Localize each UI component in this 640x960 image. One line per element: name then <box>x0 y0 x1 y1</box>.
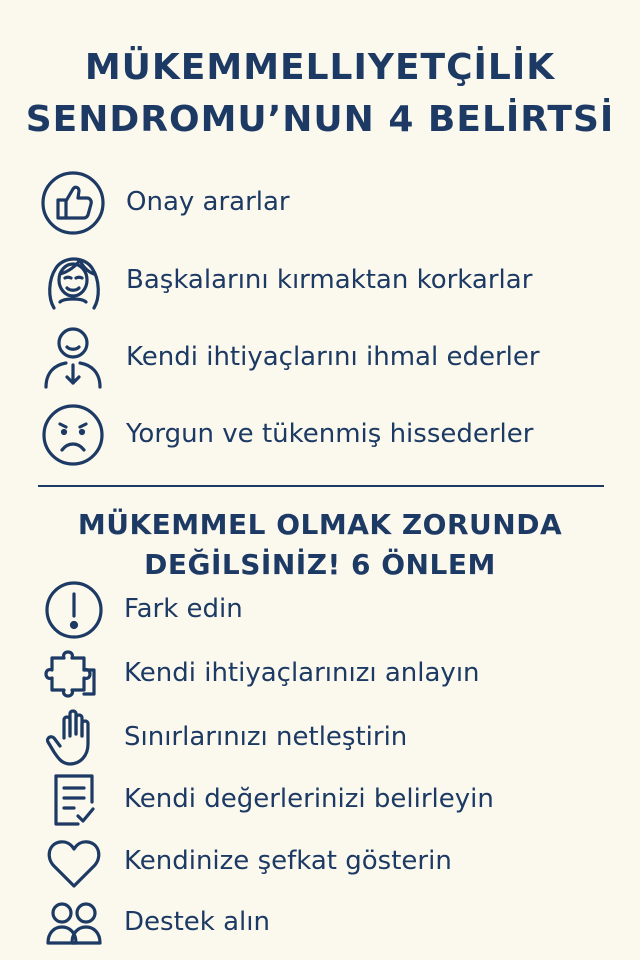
symptom-label: Onay ararlar <box>126 187 290 217</box>
measures-title <box>0 505 640 585</box>
measure-label: Sınırlarınızı netleştirin <box>124 722 408 752</box>
symptom-label: Başkalarını kırmaktan korkarlar <box>126 265 533 295</box>
symptom-item-fear <box>0 248 640 312</box>
worried-person-icon <box>40 248 106 314</box>
sad-face-icon <box>40 402 106 468</box>
symptom-item-tired <box>0 402 640 466</box>
section-divider <box>38 485 604 487</box>
people-icon <box>44 893 104 953</box>
heart-icon <box>44 832 104 892</box>
title-line-2: SENDROMU’NUN 4 BELİRTSİ <box>25 99 615 140</box>
measure-item-support <box>0 893 640 957</box>
subtitle-line-2: DEĞİLSİNİZ! 6 ÖNLEM <box>144 548 496 581</box>
exclamation-circle-icon <box>44 580 104 640</box>
measure-item-notice <box>0 580 640 644</box>
symptom-item-approval <box>0 170 640 234</box>
measure-label: Kendi değerlerinizi belirleyin <box>124 784 494 814</box>
measure-item-compassion <box>0 832 640 896</box>
thumbs-up-icon <box>40 170 106 236</box>
measure-label: Destek alın <box>124 907 270 937</box>
measure-item-values <box>0 770 640 834</box>
symptom-label: Yorgun ve tükenmiş hissederler <box>126 419 534 449</box>
puzzle-icon <box>44 644 104 704</box>
measure-label: Kendi ihtiyaçlarınızı anlayın <box>124 658 480 688</box>
measure-label: Fark edin <box>124 594 243 624</box>
measure-item-boundaries <box>0 708 640 772</box>
subtitle-line-1: MÜKEMMEL OLMAK ZORUNDA <box>77 508 563 541</box>
checklist-icon <box>44 770 104 830</box>
title-line-1: MÜKEMMELLIYETÇİLİK <box>84 47 556 88</box>
page-title <box>0 42 640 146</box>
symptom-item-neglect <box>0 325 640 389</box>
measure-label: Kendinize şefkat gösterin <box>124 846 452 876</box>
person-down-arrow-icon <box>40 325 106 391</box>
measure-item-needs <box>0 644 640 708</box>
hand-stop-icon <box>44 708 104 768</box>
symptom-label: Kendi ihtiyaçlarını ihmal ederler <box>126 342 540 372</box>
